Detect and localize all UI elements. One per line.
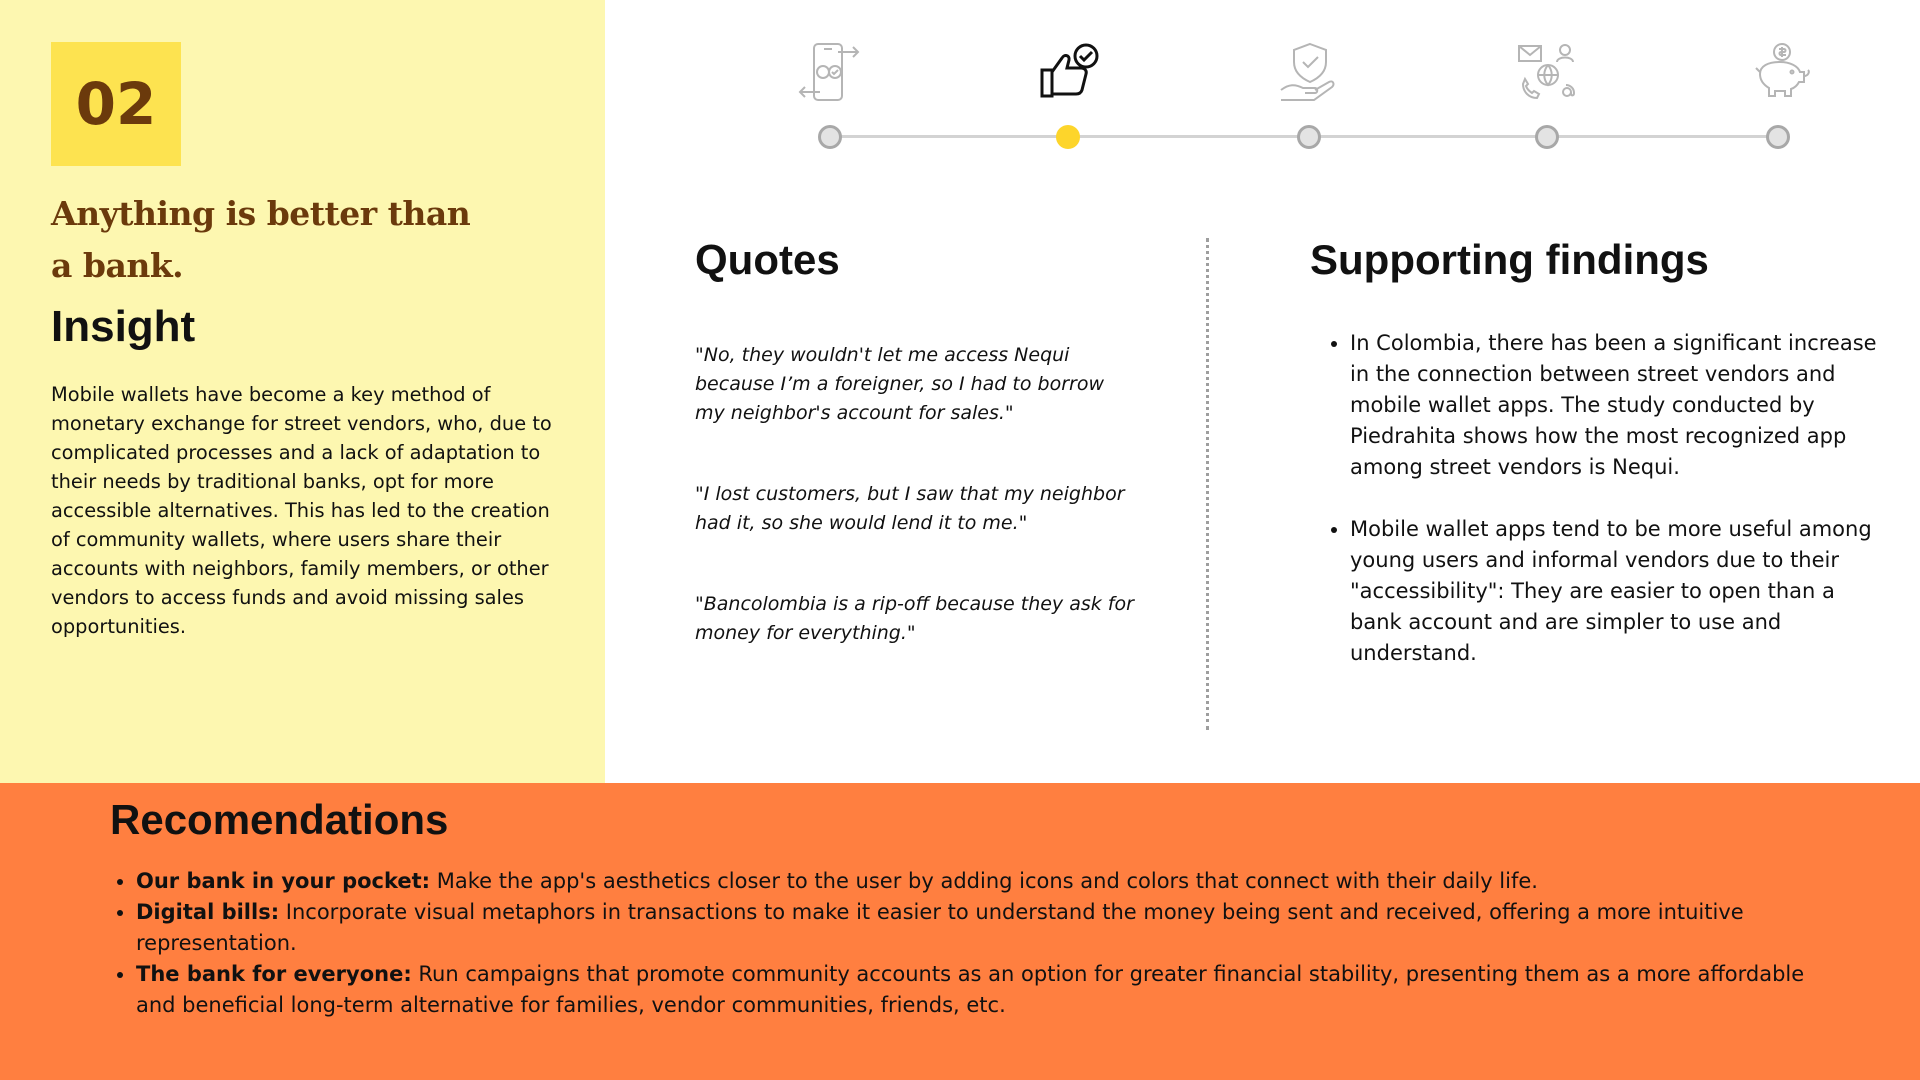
recommendation-text: Incorporate visual metaphors in transactions to make it easier to understand the money being sent and received, offering a more intuitive representation. — [136, 900, 1744, 955]
step-number-badge: 02 — [51, 42, 181, 166]
column-divider — [1206, 238, 1209, 730]
quote-item: "No, they wouldn't let me access Nequi because I’m a foreigner, so I had to borrow my neighbor's account for sales." — [695, 344, 1104, 424]
quote-item: "Bancolombia is a rip-off because they ask for money for everything." — [695, 593, 1134, 644]
communication-network-icon — [1515, 40, 1581, 106]
step-dot-2-active[interactable] — [1056, 125, 1080, 149]
findings-list — [1310, 328, 1880, 700]
thumbs-up-check-icon — [1036, 40, 1102, 106]
progress-stepper — [0, 0, 1920, 160]
recommendation-title: The bank for everyone: — [136, 962, 412, 986]
piggy-bank-icon — [1748, 40, 1814, 106]
recommendations-heading: Recomendations — [110, 796, 449, 843]
insight-body: Mobile wallets have become a key method of monetary exchange for street vendors, who, due to complicated processes and a lack of adaptation to their needs by traditional banks, opt for more accessible alternatives. This has led to the creation of community wallets, where users share their accounts with neighbors, family members, or other vendors to access funds and avoid missing sales opportunities. — [51, 383, 552, 638]
step-dot-3[interactable] — [1297, 125, 1321, 149]
step-dot-1[interactable] — [818, 125, 842, 149]
recommendation-title: Digital bills: — [136, 900, 280, 924]
quote-item: "I lost customers, but I saw that my neighbor had it, so she would lend it to me." — [695, 483, 1125, 534]
finding-item: • Mobile wallet apps tend to be more useful among young users and informal vendors due to their "accessibility": They are easier to open than a bank account and are simpler to use and understand. — [1350, 514, 1880, 669]
recommendations-list — [110, 866, 1836, 1021]
insight-heading: Insight — [51, 302, 196, 351]
recommendation-item — [136, 897, 1836, 959]
recommendation-text: Make the app's aesthetics closer to the user by adding icons and colors that connect with their daily life. — [430, 869, 1538, 893]
mobile-payment-icon — [798, 40, 864, 106]
recommendation-item — [136, 959, 1836, 1021]
step-dot-4[interactable] — [1535, 125, 1559, 149]
findings-heading: Supporting findings — [1310, 236, 1709, 283]
recommendation-item — [136, 866, 1836, 897]
recommendation-text: Run campaigns that promote community accounts as an option for greater financial stability, presenting them as a more affordable and beneficial long-term alternative for families, vendor communities, friends, etc. — [136, 962, 1805, 1017]
recommendation-title: Our bank in your pocket: — [136, 869, 431, 893]
insight-title: Anything is better than a bank. — [51, 194, 471, 285]
shield-hand-icon — [1277, 40, 1343, 106]
quotes-heading: Quotes — [695, 236, 840, 283]
finding-item: • In Colombia, there has been a significant increase in the connection between street vendors and mobile wallet apps. The study conducted by Piedrahita shows how the most recognized app among street vendors is Nequi. — [1350, 328, 1880, 483]
step-dot-5[interactable] — [1766, 125, 1790, 149]
